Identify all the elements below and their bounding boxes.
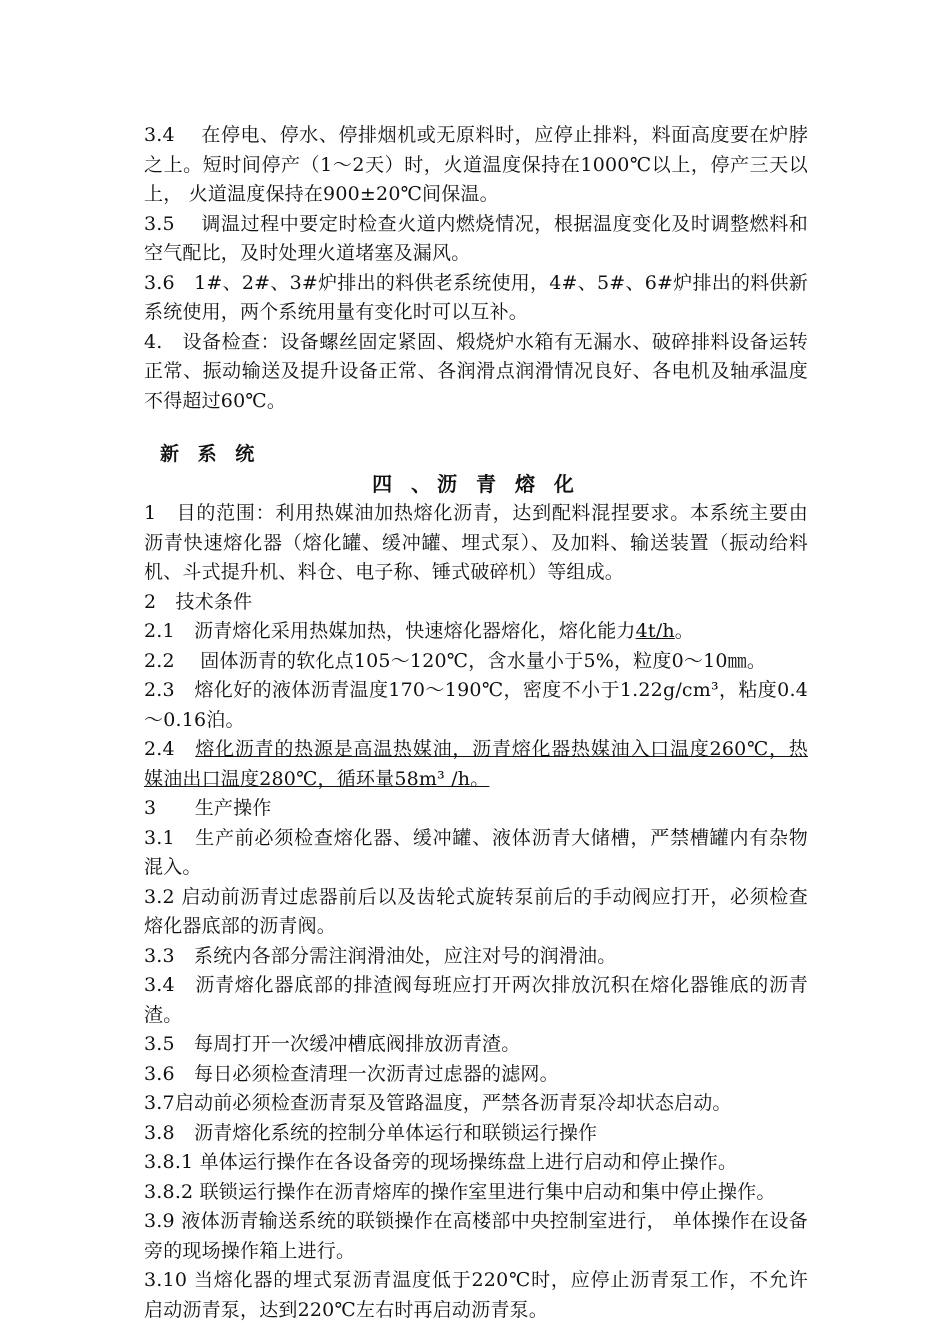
paragraph-1-scope: 1 目的范围：利用热媒油加热熔化沥青，达到配料混捏要求。本系统主要由沥青快速熔化器（熔化罐、缓冲罐、埋式泵）、及加料、输送装置（振动给料机、斗式提升机、料仓、电子称、锤式破碎机）等组成。 — [144, 502, 808, 583]
paragraph-2-1-capacity: 4t/h — [635, 620, 675, 642]
paragraph-2-1-text: 2.1 沥青熔化采用热媒加热，快速熔化器熔化，熔化能力 — [144, 620, 636, 642]
paragraph-3-5: 3.5 每周打开一次缓冲槽底阀排放沥青渣。 — [144, 1033, 521, 1055]
paragraph-2-4 — [144, 735, 808, 794]
document-body — [144, 121, 808, 1325]
section-heading: 四 、沥 青 熔 化 — [372, 471, 580, 496]
paragraph-3-4-top: 3.4 在停电、停水、停排烟机或无原料时，应停止排料，料面高度要在炉脖之上。短时间停产（1～2天）时，火道温度保持在1000℃以上，停产三天以上， 火道温度保持在900±20℃间保温。 — [144, 124, 808, 205]
paragraph-2-4-underlined: 熔化沥青的热源是高温热媒油，沥青熔化器热媒油入口温度260℃，热媒油出口温度280℃，循环量58m³ /h。 — [144, 738, 808, 790]
paragraph-2-1-end: 。 — [674, 620, 694, 642]
paragraph-3-5-top: 3.5 调温过程中要定时检查火道内燃烧情况，根据温度变化及时调整燃料和空气配比，及时处理火道堵塞及漏风。 — [144, 212, 808, 264]
paragraph-2-4-number: 2.4 — [144, 738, 196, 760]
paragraph-3-2: 3.2 启动前沥青过虑器前后以及齿轮式旋转泵前后的手动阀应打开，必须检查熔化器底部的沥青阀。 — [144, 885, 808, 937]
paragraph-2-1 — [144, 617, 808, 647]
paragraph-3-10: 3.10 当熔化器的埋式泵沥青温度低于220℃时，应停止沥青泵工作，不允许启动沥青泵，达到220℃左右时再启动沥青泵。 — [144, 1269, 808, 1321]
paragraph-2-3: 2.3 熔化好的液体沥青温度170～190℃，密度不小于1.22g/cm³，粘度0.4～0.16泊。 — [144, 679, 808, 731]
paragraph-2-conditions: 2 技术条件 — [144, 590, 253, 613]
paragraph-4-equipment-check: 4. 设备检查：设备螺丝固定紧固、煅烧炉水箱有无漏水、破碎排料设备运转正常、振动输送及提升设备正常、各润滑点润滑情况良好、各电机及轴承温度不得超过60℃。 — [144, 330, 808, 412]
paragraph-3-6: 3.6 每日必须检查清理一次沥青过虑器的滤网。 — [144, 1062, 559, 1085]
paragraph-2-2: 2.2 固体沥青的软化点105～120℃，含水量小于5%，粒度0～10㎜。 — [144, 649, 767, 672]
paragraph-3-8-1: 3.8.1 单体运行操作在各设备旁的现场操练盘上进行启动和停止操作。 — [144, 1151, 738, 1173]
paragraph-3-8: 3.8 沥青熔化系统的控制分单体运行和联锁运行操作 — [144, 1121, 598, 1144]
paragraph-3-4: 3.4 沥青熔化器底部的排渣阀每班应打开两次排放沉积在熔化器锥底的沥青渣。 — [144, 974, 808, 1026]
paragraph-3-9: 3.9 液体沥青输送系统的联锁操作在高楼部中央控制室进行， 单体操作在设备旁的现场操作箱上进行。 — [144, 1210, 808, 1262]
paragraph-3-7: 3.7启动前必须检查沥青泵及管路温度，严禁各沥青泵冷却状态启动。 — [144, 1092, 732, 1114]
spacer — [144, 416, 808, 440]
paragraph-3-6-top: 3.6 1#、2#、3#炉排出的料供老系统使用，4#、5#、6#炉排出的料供新系统使用，两个系统用量有变化时可以互补。 — [144, 271, 808, 323]
paragraph-3-1: 3.1 生产前必须检查熔化器、缓冲罐、液体沥青大储槽，严禁槽罐内有杂物混入。 — [144, 826, 808, 878]
paragraph-3-8-2: 3.8.2 联锁运行操作在沥青熔库的操作室里进行集中启动和集中停止操作。 — [144, 1180, 776, 1203]
paragraph-3-3: 3.3 系统内各部分需注润滑油处，应注对号的润滑油。 — [144, 944, 617, 967]
section-label: 新 系 统 — [160, 443, 261, 465]
paragraph-3-operation: 3 生产操作 — [144, 797, 272, 819]
